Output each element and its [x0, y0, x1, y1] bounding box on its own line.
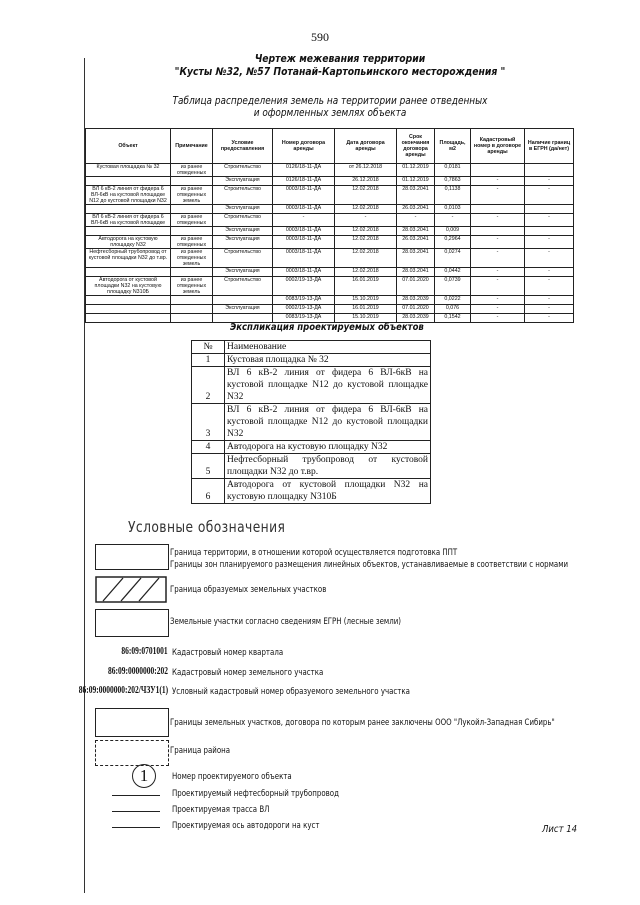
table-cell: 0126/18-11-ДА	[273, 177, 335, 186]
legend-plot: Кадастровый номер земельного участка	[172, 668, 324, 678]
table-cell: -	[525, 268, 574, 277]
table-row	[86, 305, 574, 314]
table-cell: Строительство	[213, 164, 273, 177]
table-cell	[471, 205, 525, 214]
table-cell: 0,2964	[435, 236, 471, 249]
explication-num: 4	[192, 441, 225, 454]
hatched-plot-symbol	[95, 576, 167, 603]
table-cell	[86, 296, 171, 305]
table-cell: 26.03.2041	[397, 205, 435, 214]
table-cell: Эксплуатация	[213, 205, 273, 214]
table-cell	[171, 227, 213, 236]
explication-num: 6	[192, 479, 225, 504]
title-line-1: Чертеж межевания территории	[254, 53, 426, 65]
legend-district: Граница района	[170, 746, 231, 756]
table-cell	[525, 227, 574, 236]
table-cell: 12.02.2018	[335, 249, 397, 268]
legend-quarter: Кадастровый номер квартала	[172, 648, 284, 658]
table-cell: 0,0181	[435, 164, 471, 177]
explication-header-row	[192, 341, 431, 354]
table-cell: Строительство	[213, 249, 273, 268]
table-cell: Нефтесборный трубопровод от кустовой площадки N32 до т.вр.	[86, 249, 171, 268]
table-cell: -	[397, 214, 435, 227]
table-cell: -	[525, 296, 574, 305]
table-cell: 0003/18-11-ДА	[273, 186, 335, 205]
plot-code: 86:09:0000000:202	[108, 666, 168, 677]
explication-num: 3	[192, 404, 225, 441]
table-cell: 0,1138	[435, 186, 471, 205]
explication-row	[192, 479, 431, 504]
table-row	[86, 177, 574, 186]
quarter-code: 86:09:0701001	[121, 646, 168, 657]
table-row	[86, 277, 574, 296]
page-number: 590	[311, 30, 329, 44]
table-cell: 0,0103	[435, 205, 471, 214]
table-row	[86, 205, 574, 214]
table-cell: Автодорога на кустовую площадку N32	[86, 236, 171, 249]
table-cell: ВЛ 6 кВ-2 линия от фидера 6 ВЛ-6кВ на кустовой площадке N12 до кустовой площадки N32	[86, 186, 171, 205]
table-caption	[169, 95, 492, 119]
table-cell: 28.03.2039	[397, 314, 435, 323]
table-cell: Эксплуатация	[213, 236, 273, 249]
table-cell: Кустовая площадка № 32	[86, 164, 171, 177]
table-cell: -	[335, 214, 397, 227]
territory-boundary-symbol	[95, 544, 169, 570]
object-number-symbol: 1	[132, 764, 156, 788]
table-cell: Строительство	[213, 186, 273, 205]
table-cell: 01.12.2019	[397, 177, 435, 186]
table-row	[86, 164, 574, 177]
table-cell: 0003/18-11-ДА	[273, 227, 335, 236]
table-cell: -	[471, 214, 525, 227]
table-cell: Эксплуатация	[213, 227, 273, 236]
table-cell	[525, 205, 574, 214]
table-cell: 0003/18-11-ДА	[273, 268, 335, 277]
explication-name: Автодорога на кустовую площадку N32	[225, 441, 431, 454]
table-cell: 12.02.2018	[335, 227, 397, 236]
table-cell	[86, 227, 171, 236]
table-cell: 28.03.2039	[397, 296, 435, 305]
explication-name: ВЛ 6 кВ-2 линия от фидера 6 ВЛ-6кВ на кустовой площадке N12 до кустовой площадке N32	[225, 367, 431, 404]
explication-header-name: Наименование	[225, 341, 431, 354]
table-cell: -	[471, 236, 525, 249]
table-cell: 12.02.2018	[335, 205, 397, 214]
table-row	[86, 296, 574, 305]
table-cell: 0,076	[435, 305, 471, 314]
road-axis-line-symbol	[112, 827, 160, 828]
table-cell: 28.03.2041	[397, 268, 435, 277]
table-cell	[171, 314, 213, 323]
explication-row	[192, 454, 431, 479]
table-cell: 0002/19-13-ДА	[273, 305, 335, 314]
table-cell: 01.12.2019	[397, 164, 435, 177]
table-cell: 12.02.2018	[335, 186, 397, 205]
table-cell: из ранее отведенных земель	[171, 186, 213, 205]
table-cell: 0,7863	[435, 177, 471, 186]
pipeline-line-symbol	[112, 795, 160, 796]
column-header: Объект	[86, 129, 171, 164]
table-cell	[86, 268, 171, 277]
table-cell: 12.02.2018	[335, 268, 397, 277]
table-cell: 12.02.2018	[335, 236, 397, 249]
legend-vl: Проектируемая трасса ВЛ	[172, 805, 270, 815]
column-header: Дата договора аренды	[335, 129, 397, 164]
explication-name: Автодорога от кустовой площадки N32 на кустовую площадку N310Б	[225, 479, 431, 504]
table-row	[86, 236, 574, 249]
table-cell: ВЛ 6 кВ-2 линия от фидера 6 ВЛ-6кВ на кустовой площадке	[86, 214, 171, 227]
lukoil-plot-symbol	[95, 708, 169, 737]
table-cell: 16.01.2019	[335, 305, 397, 314]
explication-num: 1	[192, 354, 225, 367]
table-cell: Эксплуатация	[213, 268, 273, 277]
table-cell: -	[525, 314, 574, 323]
table-cell: из ранее отведенных	[171, 164, 213, 177]
explication-num: 2	[192, 367, 225, 404]
table-cell	[171, 296, 213, 305]
title-line-2: "Кусты №32, №57 Потанай-Картопьинского месторождения "	[174, 66, 506, 78]
table-cell: -	[273, 214, 335, 227]
page-title	[173, 53, 507, 79]
table-cell: 0002/19-13-ДА	[273, 277, 335, 296]
table-cell: Автодорога от кустовой площадки N32 на кустовую площадку N310Б	[86, 277, 171, 296]
vl-line-symbol	[112, 811, 160, 812]
explication-name: Кустовая площадка № 32	[225, 354, 431, 367]
legend-object-number: Номер проектируемого объекта	[172, 772, 292, 782]
table-cell: из ранее отведенных земель	[171, 249, 213, 268]
table-cell	[171, 268, 213, 277]
table-cell: 26.12.2018	[335, 177, 397, 186]
sheet-number: Лист 14	[542, 824, 578, 835]
table-cell: 28.03.2041	[397, 249, 435, 268]
explication-name: Нефтесборный трубопровод от кустовой площадки N32 до т.вр.	[225, 454, 431, 479]
legend-formed-plots: Граница образуемых земельных участков	[170, 585, 327, 595]
table-cell	[171, 205, 213, 214]
table-cell: 0,0739	[435, 277, 471, 296]
table-row	[86, 227, 574, 236]
table-cell: 0,1542	[435, 314, 471, 323]
table-cell	[525, 164, 574, 177]
explication-table	[191, 340, 431, 504]
table-cell: Строительство	[213, 214, 273, 227]
table-cell: от 26.12.2018	[335, 164, 397, 177]
table-cell: 0083/19-13-ДА	[273, 314, 335, 323]
explication-header-num: №	[192, 341, 225, 354]
table-cell: 07.01.2020	[397, 305, 435, 314]
table-cell: 0,0442	[435, 268, 471, 277]
table-cell: Эксплуатация	[213, 177, 273, 186]
table-cell: -	[525, 186, 574, 205]
table-header-row	[86, 129, 574, 164]
table-cell: 0126/18-11-ДА	[273, 164, 335, 177]
table-cell: 0,009	[435, 227, 471, 236]
explication-row	[192, 404, 431, 441]
table-cell: -	[471, 186, 525, 205]
column-header: Кадастровый номер в договоре аренды	[471, 129, 525, 164]
table-cell: 28.03.2041	[397, 227, 435, 236]
explication-row	[192, 354, 431, 367]
column-header: Площадь, м2	[435, 129, 471, 164]
explication-name: ВЛ 6 кВ-2 линия от фидера 6 ВЛ-6кВ на кустовой площадке N12 до кустовой площадки N32	[225, 404, 431, 441]
table-cell	[471, 227, 525, 236]
legend-forest-plots: Земельные участки согласно сведениям ЕГРН (лесные земли)	[170, 617, 402, 627]
table-cell: 26.03.2041	[397, 236, 435, 249]
conditional-code: 86:09:0000000:202/ЧЗУ1(1)	[78, 685, 168, 696]
explication-title: Экспликация проектируемых объектов	[230, 322, 424, 333]
legend-territory-1: Граница территории, в отношении которой осуществляется подготовка ППТ	[170, 548, 458, 558]
table-cell: -	[525, 214, 574, 227]
legend-lukoil: Границы земельных участков, договора по которым ранее заключены ООО "Лукойл-Западная Сибирь"	[170, 718, 555, 728]
legend-territory-2: Границы зон планируемого размещения линейных объектов, устанавливаемые в соответствии с нормами	[170, 560, 569, 570]
table-cell: -	[471, 296, 525, 305]
table-cell	[471, 164, 525, 177]
table-cell: 0,0222	[435, 296, 471, 305]
table-cell	[171, 177, 213, 186]
table-cell: -	[525, 177, 574, 186]
table-cell: 28.03.2041	[397, 186, 435, 205]
table-cell: Эксплуатация	[213, 305, 273, 314]
table-row	[86, 186, 574, 205]
table-row	[86, 249, 574, 268]
table-cell	[86, 305, 171, 314]
column-header: Наличие границ в ЕГРН (да/нет)	[525, 129, 574, 164]
table-cell: -	[525, 249, 574, 268]
forest-plot-symbol	[95, 609, 169, 637]
table-cell: 15.10.2019	[335, 296, 397, 305]
column-header: Номер договора аренды	[273, 129, 335, 164]
column-header: Примечание	[171, 129, 213, 164]
table-cell: -	[471, 314, 525, 323]
caption-line-1: Таблица распределения земель на территории ранее отведенных	[172, 95, 488, 107]
column-header: Условие предоставления	[213, 129, 273, 164]
legend-pipeline: Проектируемый нефтесборный трубопровод	[172, 789, 339, 799]
table-cell: из ранее отведенных земель	[171, 277, 213, 296]
table-cell: -	[471, 177, 525, 186]
explication-row	[192, 367, 431, 404]
table-cell: -	[471, 268, 525, 277]
table-cell: 16.01.2019	[335, 277, 397, 296]
table-cell: Строительство	[213, 277, 273, 296]
land-distribution-table	[85, 128, 574, 323]
table-cell: -	[471, 277, 525, 296]
table-cell: 0003/18-11-ДА	[273, 236, 335, 249]
table-cell: -	[471, 305, 525, 314]
legend-road-axis: Проектируемая ось автодороги на куст	[172, 821, 320, 831]
table-row	[86, 268, 574, 277]
legend-title: Условные обозначения	[128, 518, 286, 536]
table-row	[86, 214, 574, 227]
table-cell: 07.01.2020	[397, 277, 435, 296]
table-cell: -	[525, 305, 574, 314]
table-cell	[86, 177, 171, 186]
table-cell: 0,0274	[435, 249, 471, 268]
table-cell: -	[525, 277, 574, 296]
table-cell: из ранее отведенных	[171, 236, 213, 249]
table-cell: 0003/18-11-ДА	[273, 249, 335, 268]
table-cell	[86, 314, 171, 323]
explication-row	[192, 441, 431, 454]
table-cell	[86, 205, 171, 214]
table-cell: 15.10.2019	[335, 314, 397, 323]
explication-num: 5	[192, 454, 225, 479]
caption-line-2: и оформленных землях объекта	[253, 107, 407, 119]
table-cell	[171, 305, 213, 314]
legend-conditional: Условный кадастровый номер образуемого земельного участка	[172, 687, 410, 697]
table-cell: из ранее отведенных	[171, 214, 213, 227]
table-cell: -	[525, 236, 574, 249]
column-header: Срок окончания договора аренды	[397, 129, 435, 164]
table-cell: 0003/18-11-ДА	[273, 205, 335, 214]
table-cell	[213, 296, 273, 305]
district-boundary-symbol	[95, 740, 169, 766]
table-cell: -	[435, 214, 471, 227]
table-cell: 0083/19-13-ДА	[273, 296, 335, 305]
table-cell: -	[471, 249, 525, 268]
